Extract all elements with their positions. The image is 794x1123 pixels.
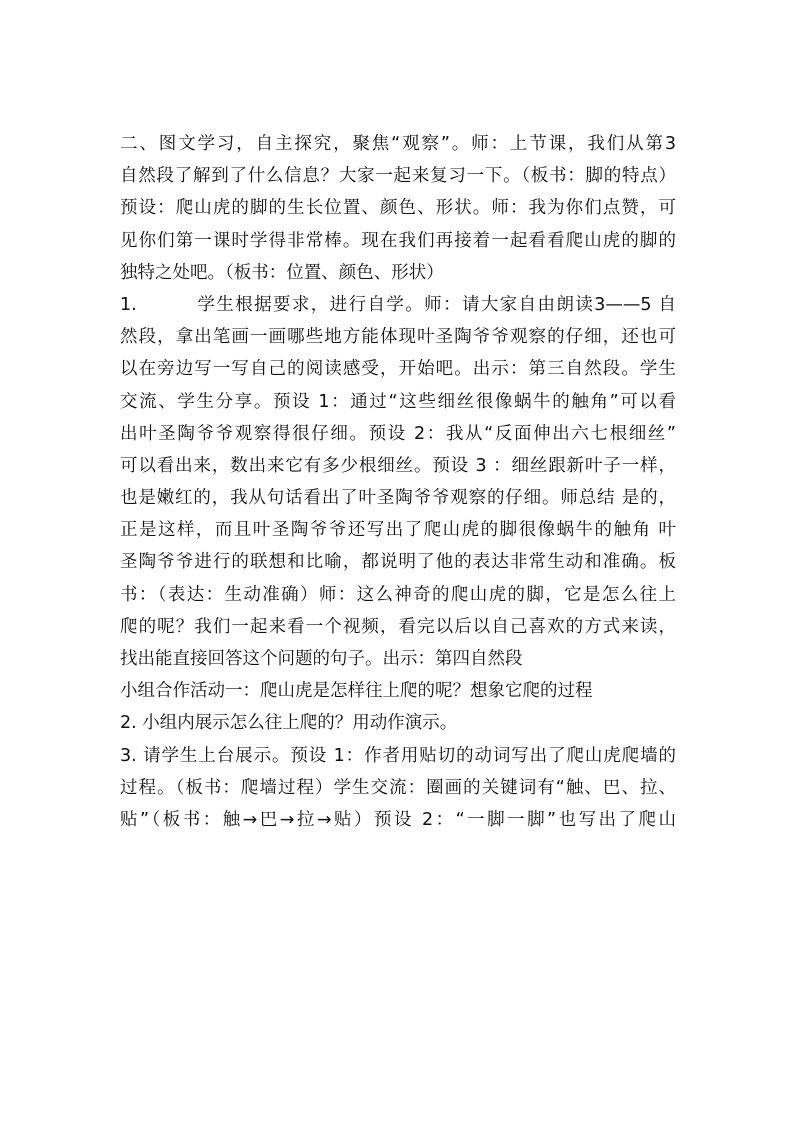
item-number: 1. [120, 294, 137, 315]
text-line: 交流、学生分享。预设 1：通过“这些细丝很像蜗牛的触角”可以看 [120, 391, 676, 412]
text-line: 出叶圣陶爷爷观察得很仔细。预设 2：我从“反面伸出六七根细丝” [120, 423, 676, 444]
text-line: 贴”（板书：触→巴→拉→贴）预设 2：“一脚一脚”也写出了爬山 [120, 809, 676, 830]
text-line: 然段，拿出笔画一画哪些地方能体现叶圣陶爷爷观察的仔细，还也可 [120, 327, 676, 348]
text-line: 小组合作活动一：爬山虎是怎样往上爬的呢？想象它爬的过程 [120, 681, 593, 702]
numbered-line [120, 289, 676, 321]
text-line: 学生根据要求，进行自学。师：请大家自由朗读3——5 自 [196, 294, 676, 315]
text-line: 独特之处吧。（板书：位置、颜色、形状） [120, 262, 444, 283]
text-line: 找出能直接回答这个问题的句子。出示：第四自然段 [120, 649, 523, 669]
document-body [120, 128, 676, 836]
text-line: 爬的呢？我们一起来看一个视频，看完以后以自己喜欢的方式来读， [120, 616, 676, 637]
text-line: 过程。（板书：爬墙过程）学生交流：圈画的关键词有“触、巴、拉、 [120, 777, 676, 798]
text-line: 正是这样，而且叶圣陶爷爷还写出了爬山虎的脚很像蜗牛的触角 叶 [120, 520, 676, 541]
text-line: 书：（表达：生动准确）师：这么神奇的爬山虎的脚，它是怎么往上 [120, 584, 676, 605]
text-line: 也是嫩红的，我从句话看出了叶圣陶爷爷观察的仔细。师总结 是的， [120, 488, 676, 509]
text-line: 见你们第一课时学得非常棒。现在我们再接着一起看看爬山虎的脚的 [120, 230, 676, 251]
text-line: 3. 请学生上台展示。预设 1：作者用贴切的动词写出了爬山虎爬墙的 [120, 745, 676, 766]
text-line: 自然段了解到了什么信息？大家一起来复习一下。（板书：脚的特点） [120, 166, 676, 187]
text-line: 2. 小组内展示怎么往上爬的？用动作演示。 [120, 713, 458, 734]
text-line: 以在旁边写一写自己的阅读感受，开始吧。出示：第三自然段。学生 [120, 359, 676, 380]
text-line: 可以看出来，数出来它有多少根细丝。预设 3 ：细丝跟新叶子一样， [120, 455, 676, 476]
text-line: 预设：爬山虎的脚的生长位置、颜色、形状。师：我为你们点赞，可 [120, 198, 676, 219]
text-line: 二、图文学习，自主探究，聚焦“观察”。师：上节课，我们从第3 [120, 134, 676, 154]
text-line: 圣陶爷爷进行的联想和比喻，都说明了他的表达非常生动和准确。板 [120, 552, 676, 573]
